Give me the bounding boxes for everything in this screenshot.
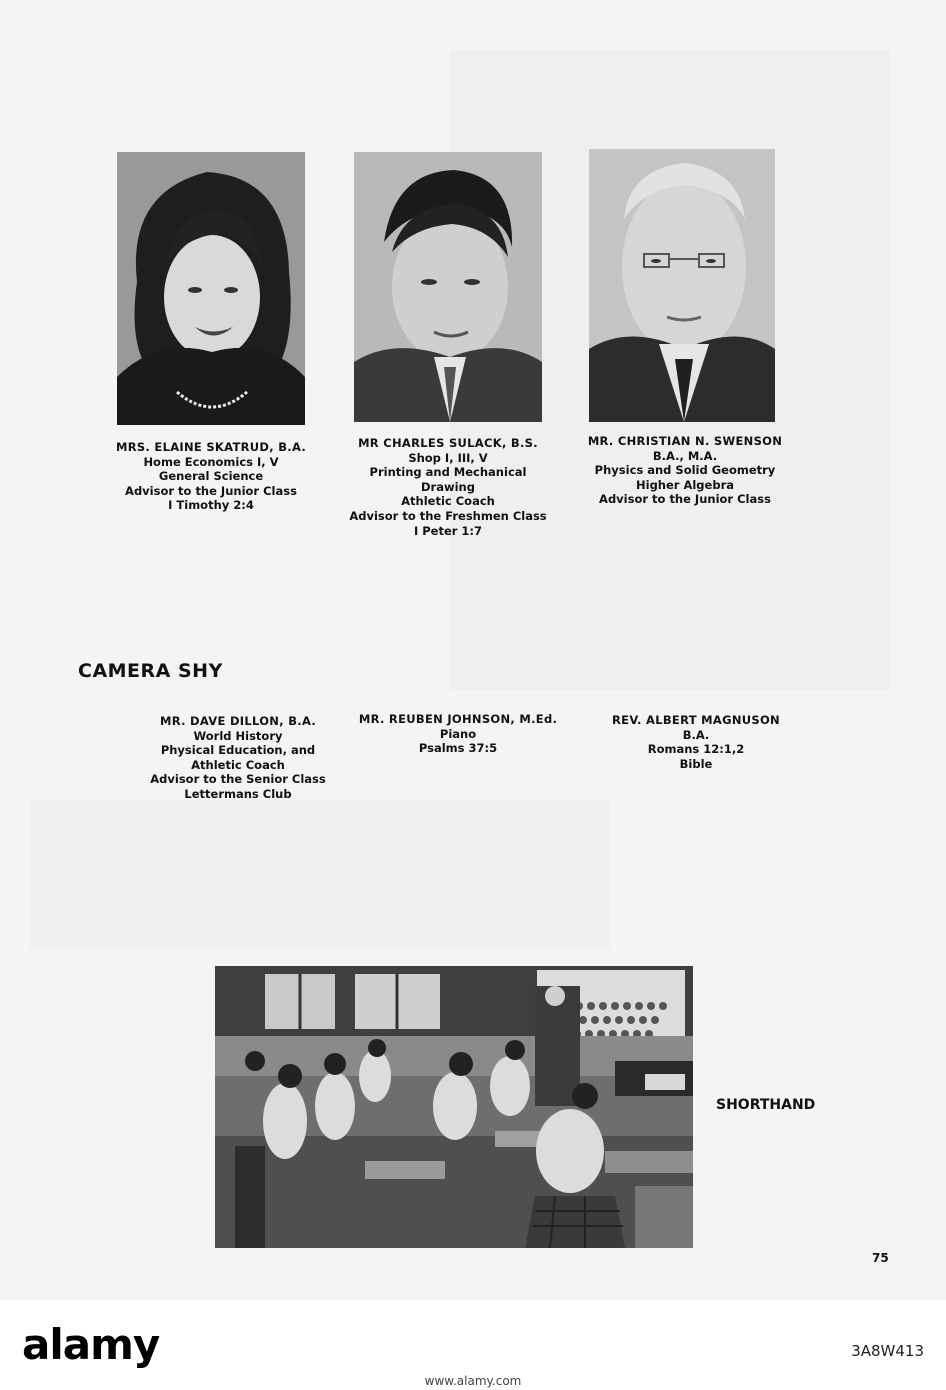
portrait-photo-swenson <box>589 149 775 422</box>
faculty-detail: Higher Algebra <box>636 477 734 492</box>
faculty-detail: I Peter 1:7 <box>413 523 483 538</box>
faculty-name: MR. CHRISTIAN N. SWENSON <box>587 434 783 448</box>
camera-shy-heading: CAMERA SHY <box>78 660 223 682</box>
caption-johnson <box>338 712 578 756</box>
faculty-detail: Athletic Coach <box>401 494 495 509</box>
faculty-detail: Advisor to the Freshmen Class <box>349 508 547 523</box>
shorthand-class-photo <box>215 966 693 1248</box>
faculty-detail: Physical Education, and <box>160 743 316 758</box>
caption-swenson <box>565 434 805 507</box>
faculty-detail: Advisor to the Senior Class <box>150 772 326 787</box>
faculty-detail: General Science <box>158 469 264 484</box>
faculty-detail: Lettermans Club <box>184 786 292 801</box>
image-id: 3A8W413 <box>851 1342 924 1360</box>
faculty-detail: Physics and Solid Geometry <box>594 463 776 478</box>
faculty-detail: B.A. <box>682 727 710 742</box>
faculty-detail: Advisor to the Junior Class <box>125 483 297 498</box>
bleed-through-area-lower <box>30 800 610 950</box>
faculty-detail: World History <box>193 728 283 743</box>
caption-skatrud <box>91 440 331 513</box>
shorthand-label: SHORTHAND <box>716 1097 816 1113</box>
faculty-detail: Shop I, III, V <box>408 450 488 465</box>
faculty-detail: Psalms 37:5 <box>418 741 498 756</box>
faculty-detail: B.A., M.A. <box>652 448 718 463</box>
watermark-url: www.alamy.com <box>424 1374 522 1388</box>
faculty-detail: Advisor to the Junior Class <box>599 492 771 507</box>
faculty-detail: Piano <box>439 726 477 741</box>
faculty-detail: I Timothy 2:4 <box>168 498 254 513</box>
portrait-photo-skatrud <box>117 152 305 425</box>
faculty-name: MR. REUBEN JOHNSON, M.Ed. <box>358 712 558 726</box>
faculty-detail: Bible <box>679 756 713 771</box>
faculty-detail: Romans 12:1,2 <box>647 742 745 757</box>
faculty-name: REV. ALBERT MAGNUSON <box>612 713 780 727</box>
page-number: 75 <box>872 1251 889 1265</box>
faculty-detail: Drawing <box>421 479 475 494</box>
faculty-name: MR. DAVE DILLON, B.A. <box>159 714 317 728</box>
stock-photo-banner <box>0 1300 946 1390</box>
faculty-detail: Home Economics I, V <box>143 454 279 469</box>
caption-magnuson <box>576 713 816 771</box>
faculty-name: MR CHARLES SULACK, B.S. <box>358 436 538 450</box>
faculty-detail: Printing and Mechanical <box>369 465 527 480</box>
caption-dillon <box>118 714 358 802</box>
caption-sulack <box>328 436 568 538</box>
faculty-name: MRS. ELAINE SKATRUD, B.A. <box>115 440 307 454</box>
alamy-logo: alamy <box>22 1320 160 1369</box>
portrait-photo-sulack <box>354 152 542 422</box>
faculty-detail: Athletic Coach <box>191 757 285 772</box>
